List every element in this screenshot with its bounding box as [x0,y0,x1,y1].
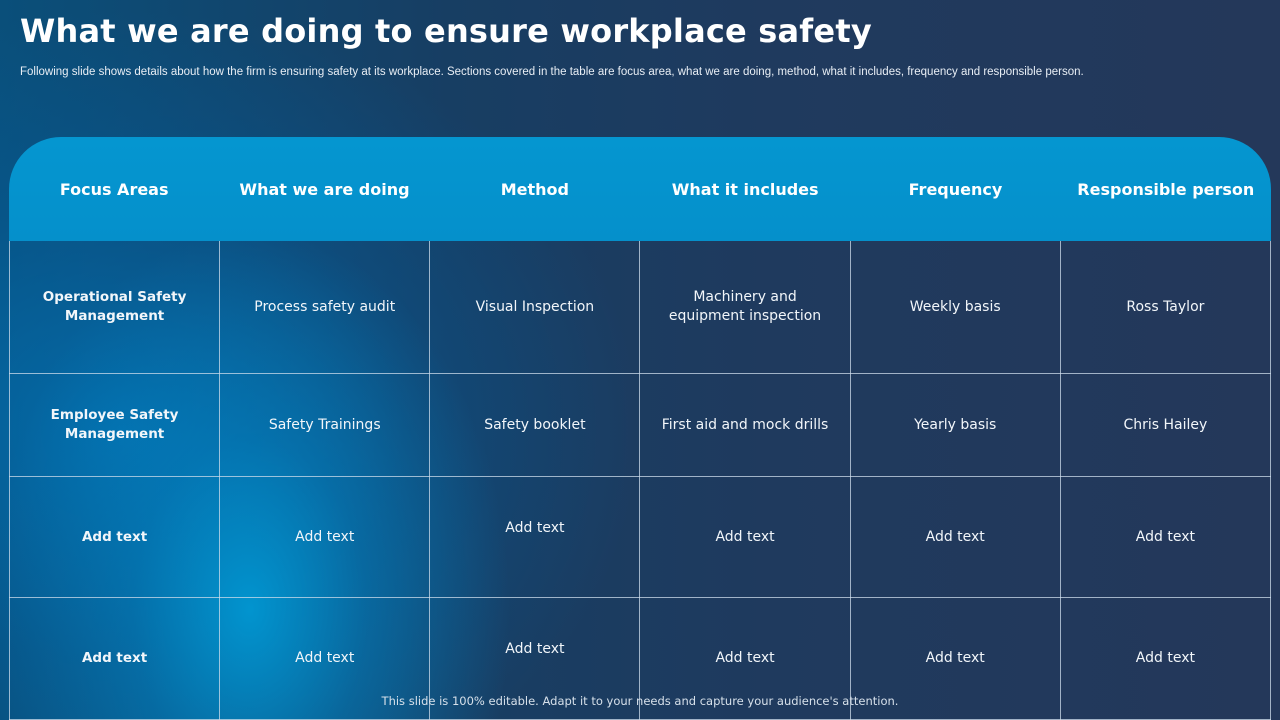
header-what-we-are-doing: What we are doing [239,179,410,199]
cell-frequency: Add text [850,598,1060,720]
slide-subtitle: Following slide shows details about how the firm is ensuring safety at its workplace. Sections covered in the table are focus area, what we are doing, method, what it includes, frequency and responsible person. [20,66,1084,78]
cell-what-we-are-doing: Process safety audit [220,241,430,374]
cell-method: Visual Inspection [430,241,640,374]
cell-what-we-are-doing: Add text [220,477,430,598]
cell-what-we-are-doing: Add text [220,598,430,720]
table-row [10,241,1271,374]
cell-focus-area: Add text [10,477,220,598]
header-what-it-includes: What it includes [671,179,819,199]
cell-responsible-person: Add text [1060,598,1270,720]
cell-what-it-includes: Machinery and equipment inspection [640,241,850,374]
cell-focus-area: Add text [10,598,220,720]
table-body [9,241,1271,720]
cell-method: Add text [430,598,640,720]
cell-responsible-person: Ross Taylor [1060,241,1270,374]
cell-what-we-are-doing: Safety Trainings [220,374,430,477]
header-frequency: Frequency [908,179,1003,199]
header-responsible-person: Responsible person [1077,179,1255,199]
cell-frequency: Yearly basis [850,374,1060,477]
cell-focus-area: Operational Safety Management [10,241,220,374]
cell-what-it-includes: Add text [640,598,850,720]
cell-method: Safety booklet [430,374,640,477]
cell-responsible-person: Chris Hailey [1060,374,1270,477]
cell-focus-area: Employee Safety Management [10,374,220,477]
slide-footer: This slide is 100% editable. Adapt it to your needs and capture your audience's attention. [381,694,899,708]
header-focus-areas: Focus Areas [59,179,169,199]
header-method: Method [500,179,569,199]
cell-what-it-includes: Add text [640,477,850,598]
table-header [9,137,1271,241]
cell-what-it-includes: First aid and mock drills [640,374,850,477]
cell-method: Add text [430,477,640,598]
cell-responsible-person: Add text [1060,477,1270,598]
cell-frequency: Weekly basis [850,241,1060,374]
table-row [10,477,1271,598]
table-row [10,374,1271,477]
cell-frequency: Add text [850,477,1060,598]
slide-title: What we are doing to ensure workplace safety [20,12,872,50]
safety-table [9,137,1271,720]
